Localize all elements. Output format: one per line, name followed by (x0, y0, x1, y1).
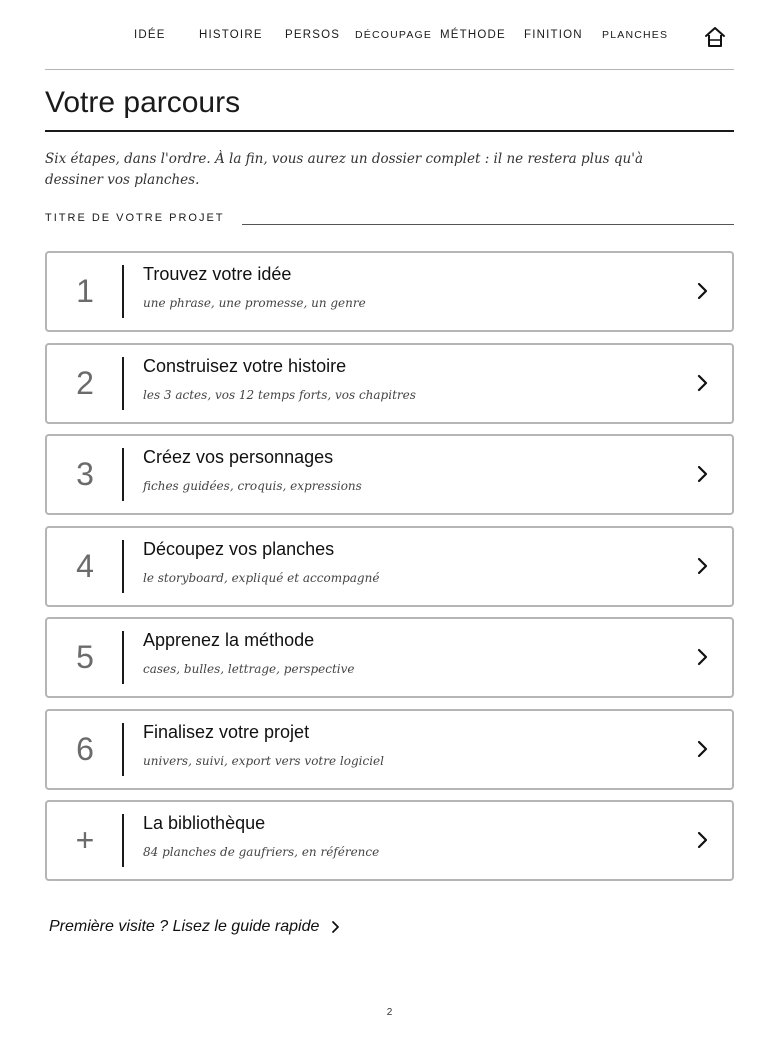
step-divider (122, 265, 124, 318)
step-divider (122, 357, 124, 410)
step-title: Trouvez votre idée (143, 264, 292, 284)
nav-item-histoire[interactable]: HISTOIRE (199, 29, 263, 41)
step-number: + (75, 822, 95, 858)
chevron-right-icon (331, 919, 341, 935)
home-icon[interactable] (704, 26, 726, 48)
nav-item-methode[interactable]: MÉTHODE (440, 29, 506, 41)
step-subtitle: fiches guidées, croquis, expressions (143, 479, 362, 493)
step-title: Créez vos personnages (143, 447, 334, 467)
step-number: 6 (76, 730, 94, 767)
nav-divider (45, 69, 734, 70)
nav-item-planches[interactable]: PLANCHES (602, 29, 669, 41)
page-title: Votre parcours (45, 86, 241, 119)
step-card-1[interactable] (45, 251, 734, 332)
nav-item-decoupage[interactable]: DÉCOUPAGE (355, 29, 433, 41)
step-card-3[interactable] (45, 434, 734, 515)
top-nav (0, 26, 779, 46)
step-number: 3 (76, 456, 94, 492)
chevron-right-icon (696, 739, 710, 759)
step-title: La bibliothèque (143, 813, 266, 833)
step-subtitle: le storyboard, expliqué et accompagné (143, 570, 380, 585)
steps-list (45, 251, 734, 892)
chevron-right-icon (696, 464, 710, 484)
step-number: 5 (76, 639, 94, 675)
quick-guide-label: Première visite ? Lisez le guide rapide (49, 918, 320, 935)
title-divider (45, 130, 734, 132)
step-subtitle: les 3 actes, vos 12 temps forts, vos chapitres (143, 387, 416, 402)
nav-item-persos[interactable]: PERSOS (285, 29, 341, 41)
step-card-2[interactable] (45, 343, 734, 424)
step-card-6[interactable] (45, 709, 734, 790)
step-title: Découpez vos planches (143, 538, 335, 559)
project-title-label: TITRE DE VOTRE PROJET (45, 212, 225, 224)
chevron-right-icon (696, 281, 710, 301)
step-divider (122, 540, 124, 593)
step-title: Finalisez votre projet (143, 721, 310, 742)
step-divider (122, 814, 124, 867)
step-subtitle: cases, bulles, lettrage, perspective (143, 662, 355, 676)
intro-text: Six étapes, dans l'ordre. À la fin, vous aurez un dossier complet : il ne restera plus qu'à dessiner vos planches. (45, 151, 643, 188)
step-card-5[interactable] (45, 617, 734, 698)
step-divider (122, 631, 124, 684)
chevron-right-icon (696, 647, 710, 667)
chevron-right-icon (696, 830, 710, 850)
quick-guide-link[interactable] (49, 916, 341, 938)
step-subtitle: une phrase, une promesse, un genre (143, 296, 366, 310)
step-title: Construisez votre histoire (143, 355, 347, 376)
step-title: Apprenez la méthode (143, 630, 315, 650)
nav-item-finition[interactable]: FINITION (524, 29, 583, 41)
step-card-library[interactable] (45, 800, 734, 881)
page-number: 2 (386, 1007, 393, 1018)
step-divider (122, 448, 124, 501)
chevron-right-icon (696, 556, 710, 576)
step-card-4[interactable] (45, 526, 734, 607)
step-divider (122, 723, 124, 776)
step-subtitle: univers, suivi, export vers votre logiciel (143, 753, 384, 768)
nav-item-idee[interactable]: IDÉE (134, 29, 166, 41)
step-number: 2 (76, 364, 94, 401)
step-number: 4 (76, 547, 94, 584)
chevron-right-icon (696, 373, 710, 393)
project-title-input[interactable] (242, 206, 734, 225)
step-subtitle: 84 planches de gaufriers, en référence (143, 845, 380, 859)
step-number: 1 (76, 273, 94, 309)
